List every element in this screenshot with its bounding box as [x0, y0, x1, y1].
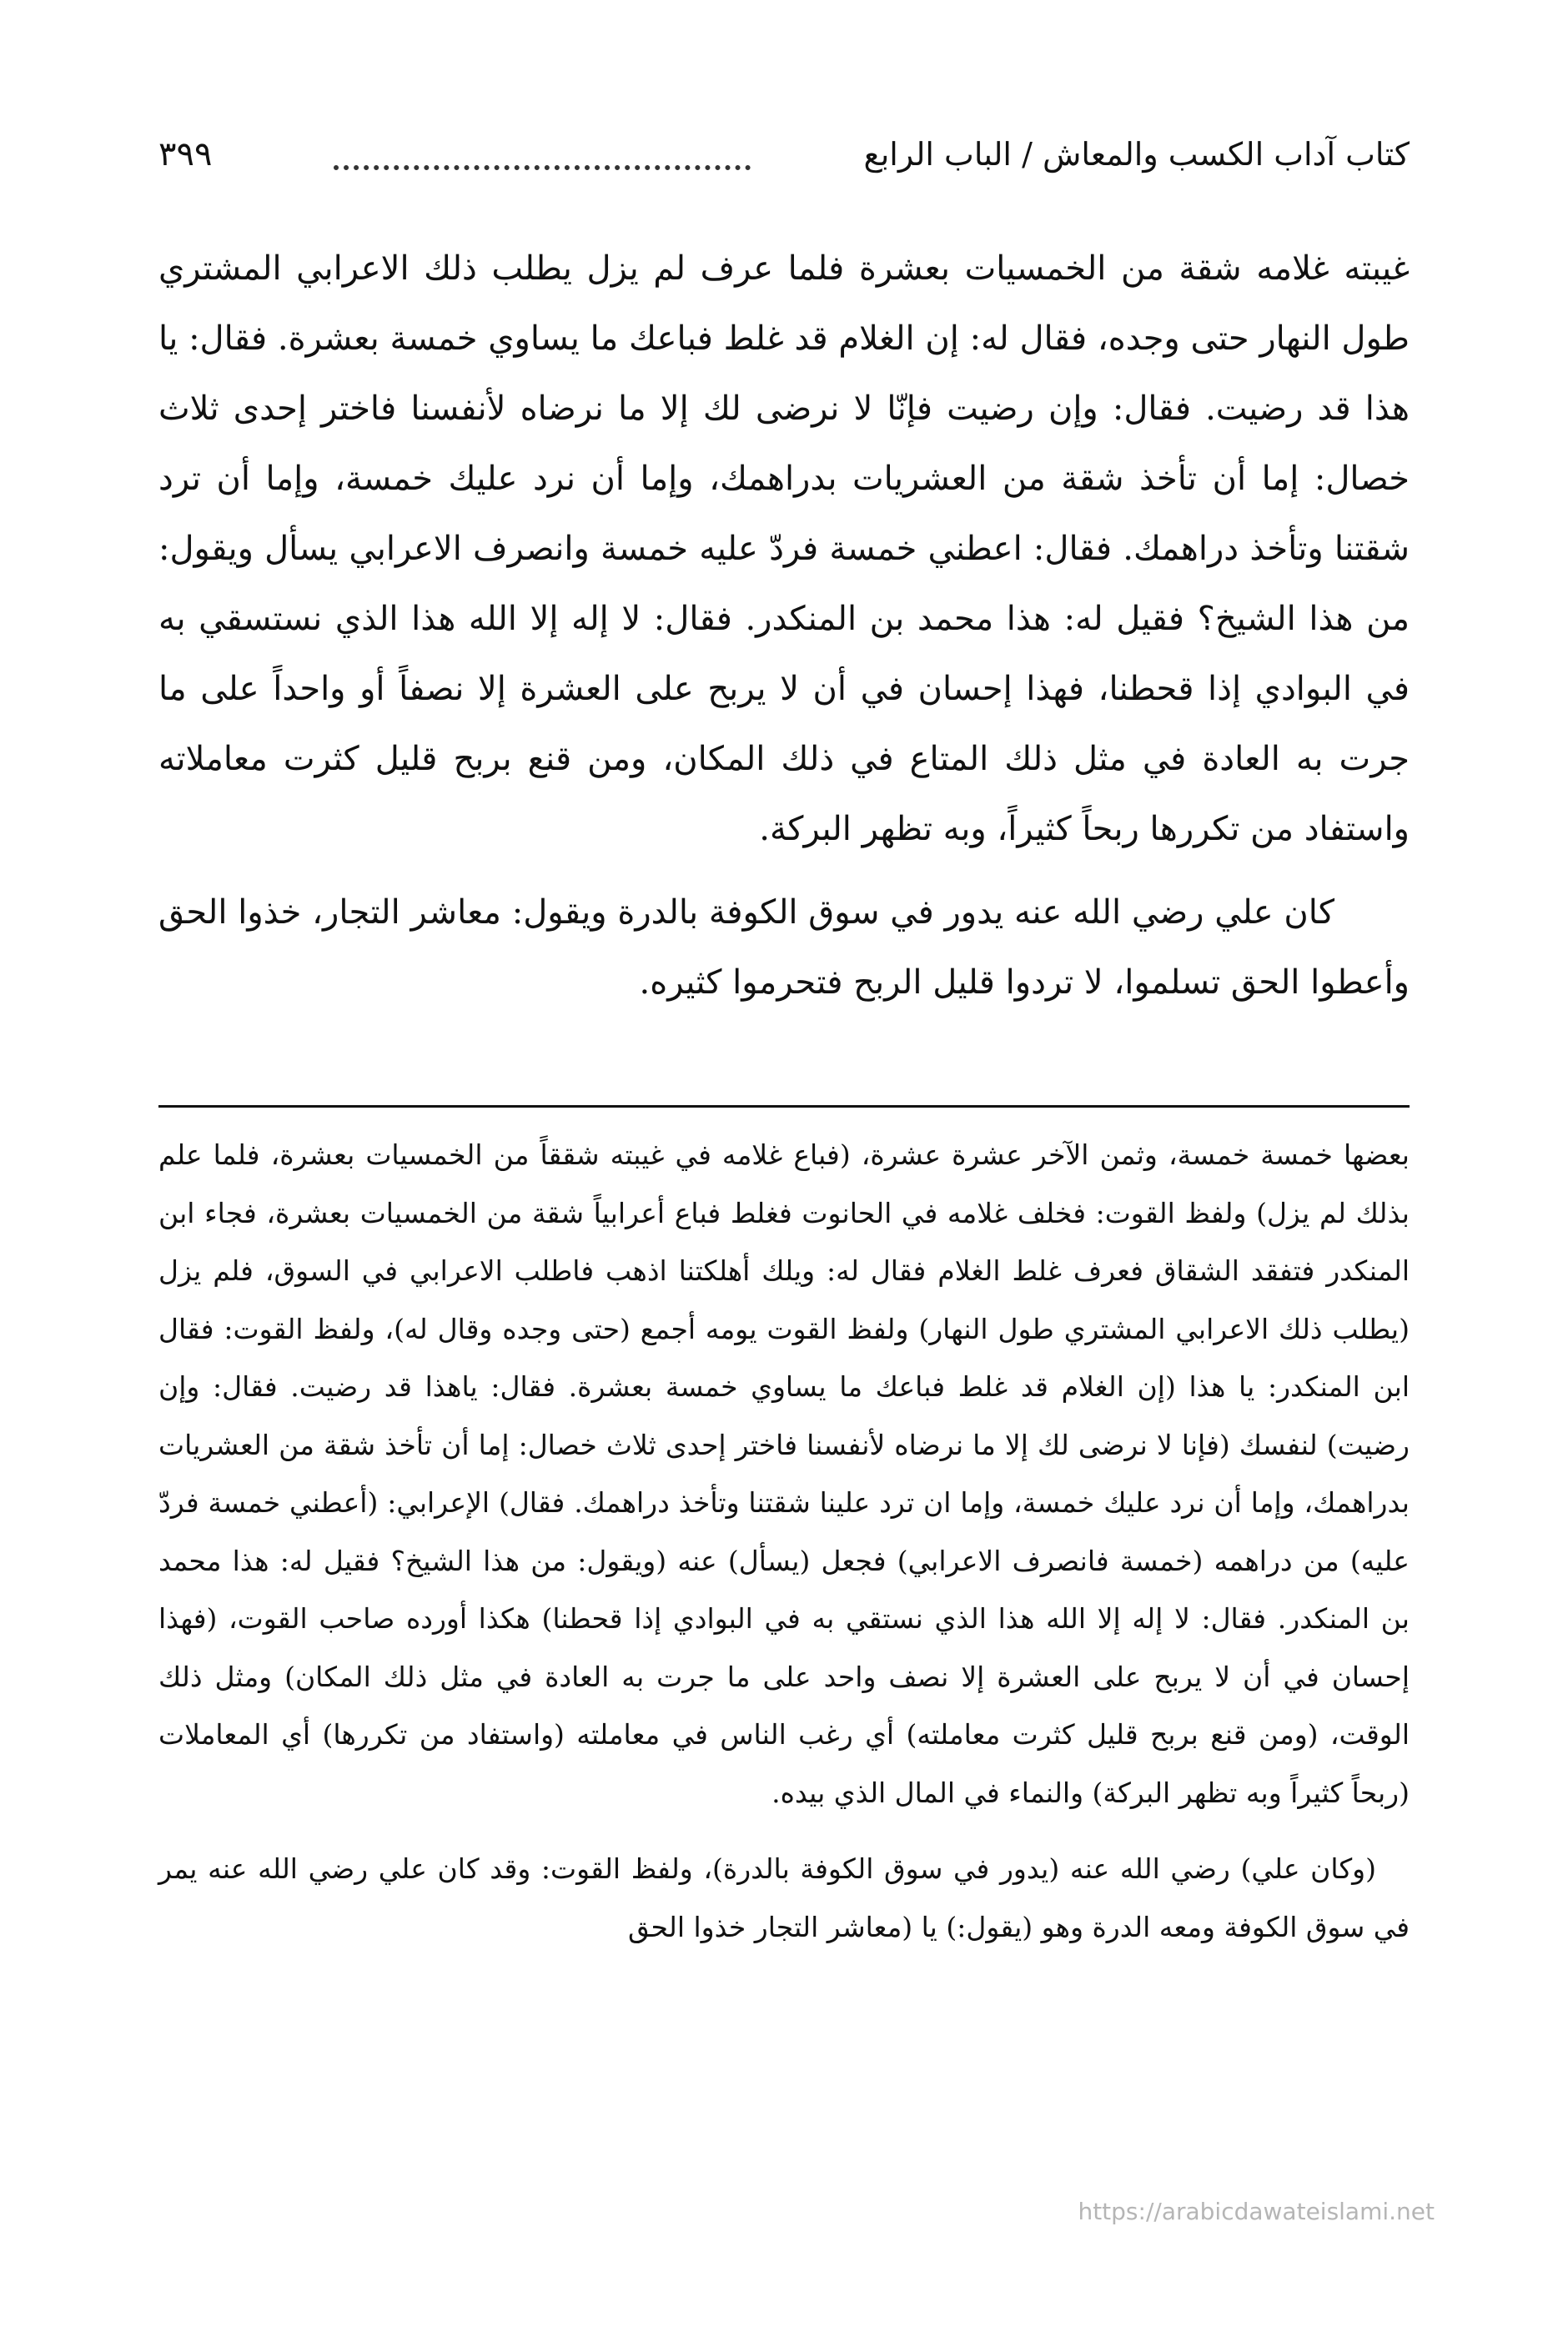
main-text	[158, 234, 1410, 1018]
dot-leader	[334, 140, 751, 170]
page-number: ٣٩٩	[158, 135, 213, 173]
commentary-paragraph: بعضها خمسة خمسة، وثمن الآخر عشرة عشرة، (فباع غلامه في غيبته شققاً من الخمسيات بعشرة، فلما علم بذلك لم يزل) ولفظ القوت: فخلف غلامه في الحانوت فغلط فباع أعرابياً شقة من الخمسيات بعشرة، فجاء ابن المنكدر فتفقد الشقاق فعرف غلط الغلام فقال له: ويلك أهلكتنا اذهب فاطلب الاعرابي في السوق، فلم يزل (يطلب ذلك الاعرابي المشتري طول النهار) ولفظ القوت يومه أجمع (حتى وجده وقال له)، ولفظ القوت: فقال ابن المنكدر: يا هذا (إن الغلام قد غلط فباعك ما يساوي خمسة بعشرة. فقال: ياهذا قد رضيت. فقال: وإن رضيت) لنفسك (فإنا لا نرضى لك إلا ما نرضاه لأنفسنا فاختر إحدى ثلاث خصال: إما أن تأخذ شقة من العشريات بدراهمك، وإما أن نرد عليك خمسة، وإما ان ترد علينا شقتنا وتأخذ دراهمك. فقال) الإعرابي: (أعطني خمسة فردّ عليه) من دراهمه (خمسة فانصرف الاعرابي) فجعل (يسأل) عنه (ويقول: من هذا الشيخ؟ فقيل له: هذا محمد بن المنكدر. فقال: لا إله إلا الله هذا الذي نستقي به في البوادي إذا قحطنا) هكذا أورده صاحب القوت، (فهذا إحسان في أن لا يربح على العشرة إلا نصف واحد على ما جرت به العادة في مثل ذلك المكان) ومثل ذلك الوقت، (ومن قنع بربح قليل كثرت معاملته) أي رغب الناس في معاملته (واستفاد من تكررها) أي المعاملات (ربحاً كثيراً وبه تظهر البركة) والنماء في المال الذي بيده.	[158, 1138, 1410, 1809]
document-page	[158, 0, 1410, 2332]
footnote-divider	[158, 1105, 1410, 1108]
running-header	[158, 125, 1410, 183]
chapter-title: كتاب آداب الكسب والمعاش / الباب الرابع	[863, 136, 1410, 173]
commentary-paragraph: (وكان علي) رضي الله عنه (يدور في سوق الكوفة بالدرة)، ولفظ القوت: وقد كان علي رضي الله عنه يمر في سوق الكوفة ومعه الدرة وهو (يقول:) يا (معاشر التجار خذوا الحق	[158, 1852, 1410, 1943]
watermark-url: https://arabicdawateislami.net	[1078, 2198, 1435, 2225]
main-paragraph: غيبته غلامه شقة من الخمسيات بعشرة فلما عرف لم يزل يطلب ذلك الاعرابي المشتري طول النهار حتى وجده، فقال له: إن الغلام قد غلط فباعك ما يساوي خمسة بعشرة. فقال: يا هذا قد رضيت. فقال: وإن رضيت فإنّا لا نرضى لك إلا ما نرضاه لأنفسنا فاختر إحدى ثلاث خصال: إما أن تأخذ شقة من العشريات بدراهمك، وإما أن نرد عليك خمسة، وإما أن ترد شقتنا وتأخذ دراهمك. فقال: اعطني خمسة فردّ عليه خمسة وانصرف الاعرابي يسأل ويقول: من هذا الشيخ؟ فقيل له: هذا محمد بن المنكدر. فقال: لا إله إلا الله هذا الذي نستسقي به في البوادي إذا قحطنا، فهذا إحسان في أن لا يربح على العشرة إلا نصفاً أو واحداً على ما جرت به العادة في مثل ذلك المتاع في ذلك المكان، ومن قنع بربح قليل كثرت معاملاته واستفاد من تكررها ربحاً كثيراً، وبه تظهر البركة.	[158, 249, 1410, 848]
commentary-text	[158, 1126, 1410, 1956]
main-paragraph: كان علي رضي الله عنه يدور في سوق الكوفة بالدرة ويقول: معاشر التجار، خذوا الحق وأعطوا الحق تسلموا، لا تردوا قليل الربح فتحرموا كثيره.	[158, 893, 1410, 1002]
